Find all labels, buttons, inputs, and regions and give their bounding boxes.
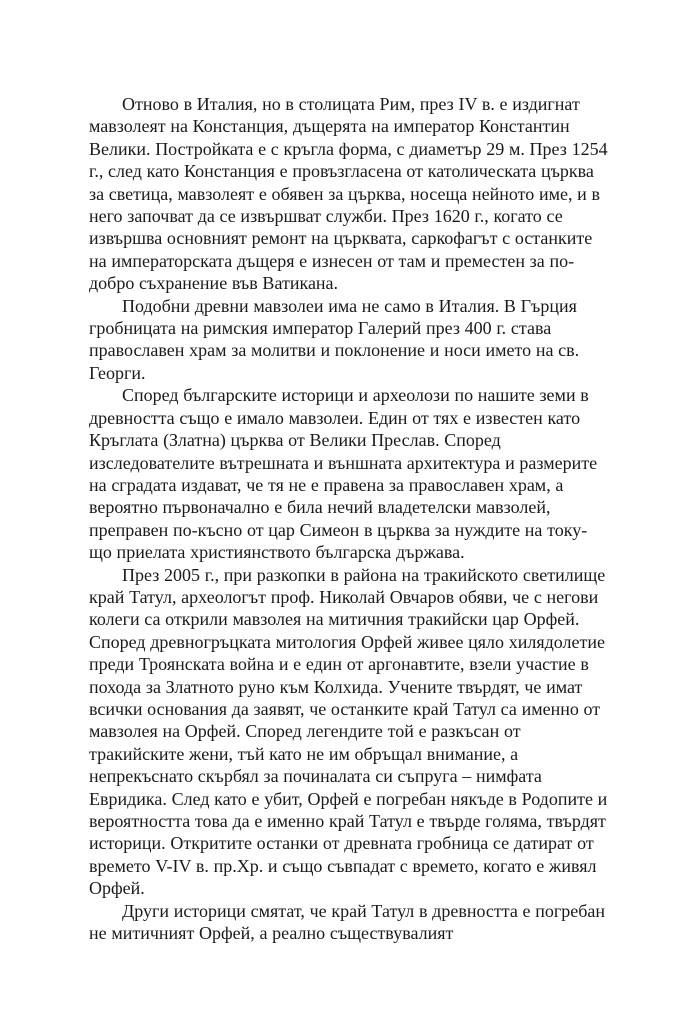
paragraph-galerius-tomb: Подобни древни мавзолеи има не само в Италия. В Гърция гробницата на римския император Галерий през 400 г. става православен храм за молитви и поклонение и носи името на св. Георги. — [89, 295, 580, 383]
paragraph-orpheus-tatul: През 2005 г., при разкопки в района на тракийското светилище край Татул, археологът проф. Николай Овчаров обяви, че с негови колеги са открили мавзолея на митичния тракийски цар Орфей. Според древногръцката митология Орфей живее цяло хилядолетие преди Троянската война и е един от аргонавтите, взели участие в похода за Златното руно към Колхида. Учените твърдят, че имат всички основания да заявят, че останките край Татул са именно от мавзолея на Орфей. Според легендите той е разкъсан от тракийските жени, тъй като не им обръщал внимание, а непрекъснато скърбял за починалата си съпруга – нимфата Евридика. След като е убит, Орфей е погребан някъде в Родопите и вероятността това да е именно край Татул е твърде голяма, твърдят историци. Откритите останки от древната гробница се датират от времето V-IV в. пр.Хр. и също съвпадат с времето, когато е живял Орфей. — [89, 564, 608, 899]
paragraph-other-historians: Други историци смятат, че край Татул в древността е погребан не митичният Орфей, а реално съществувалият — [89, 900, 606, 944]
paragraph-constantia-mausoleum: Отново в Италия, но в столицата Рим, през IV в. е издигнат мавзолеят на Констанция, дъщерята на император Константин Велики. Постройката е с кръгла форма, с диаметър 29 м. През 1254 г., след като Констанция е провъзгласена от католическата църква за светица, мавзолеят е обявен за църква, носеща нейното име, и в него започват да се извършват служби. През 1620 г., когато се извършва основният ремонт на църквата, саркофагът с останките на императорската дъщеря е изнесен от там и преместен за по-добро съхранение във Ватикана. — [89, 94, 608, 294]
paragraph-round-church-preslav: Според българските историци и археолози по нашите земи в древността също е имало мавзолеи. Един от тях е известен като Кръглата (Златна) църква от Велики Преслав. Според изследователите вътрешната и външната архитектура и размерите на сградата издават, че тя не е правена за православен храм, а вероятно първоначално е била нечий владетелски мавзолей, преправен по-късно от цар Симеон в църква за нуждите на току-що приелата християнството българска държава. — [89, 385, 598, 563]
body-text — [89, 93, 609, 944]
